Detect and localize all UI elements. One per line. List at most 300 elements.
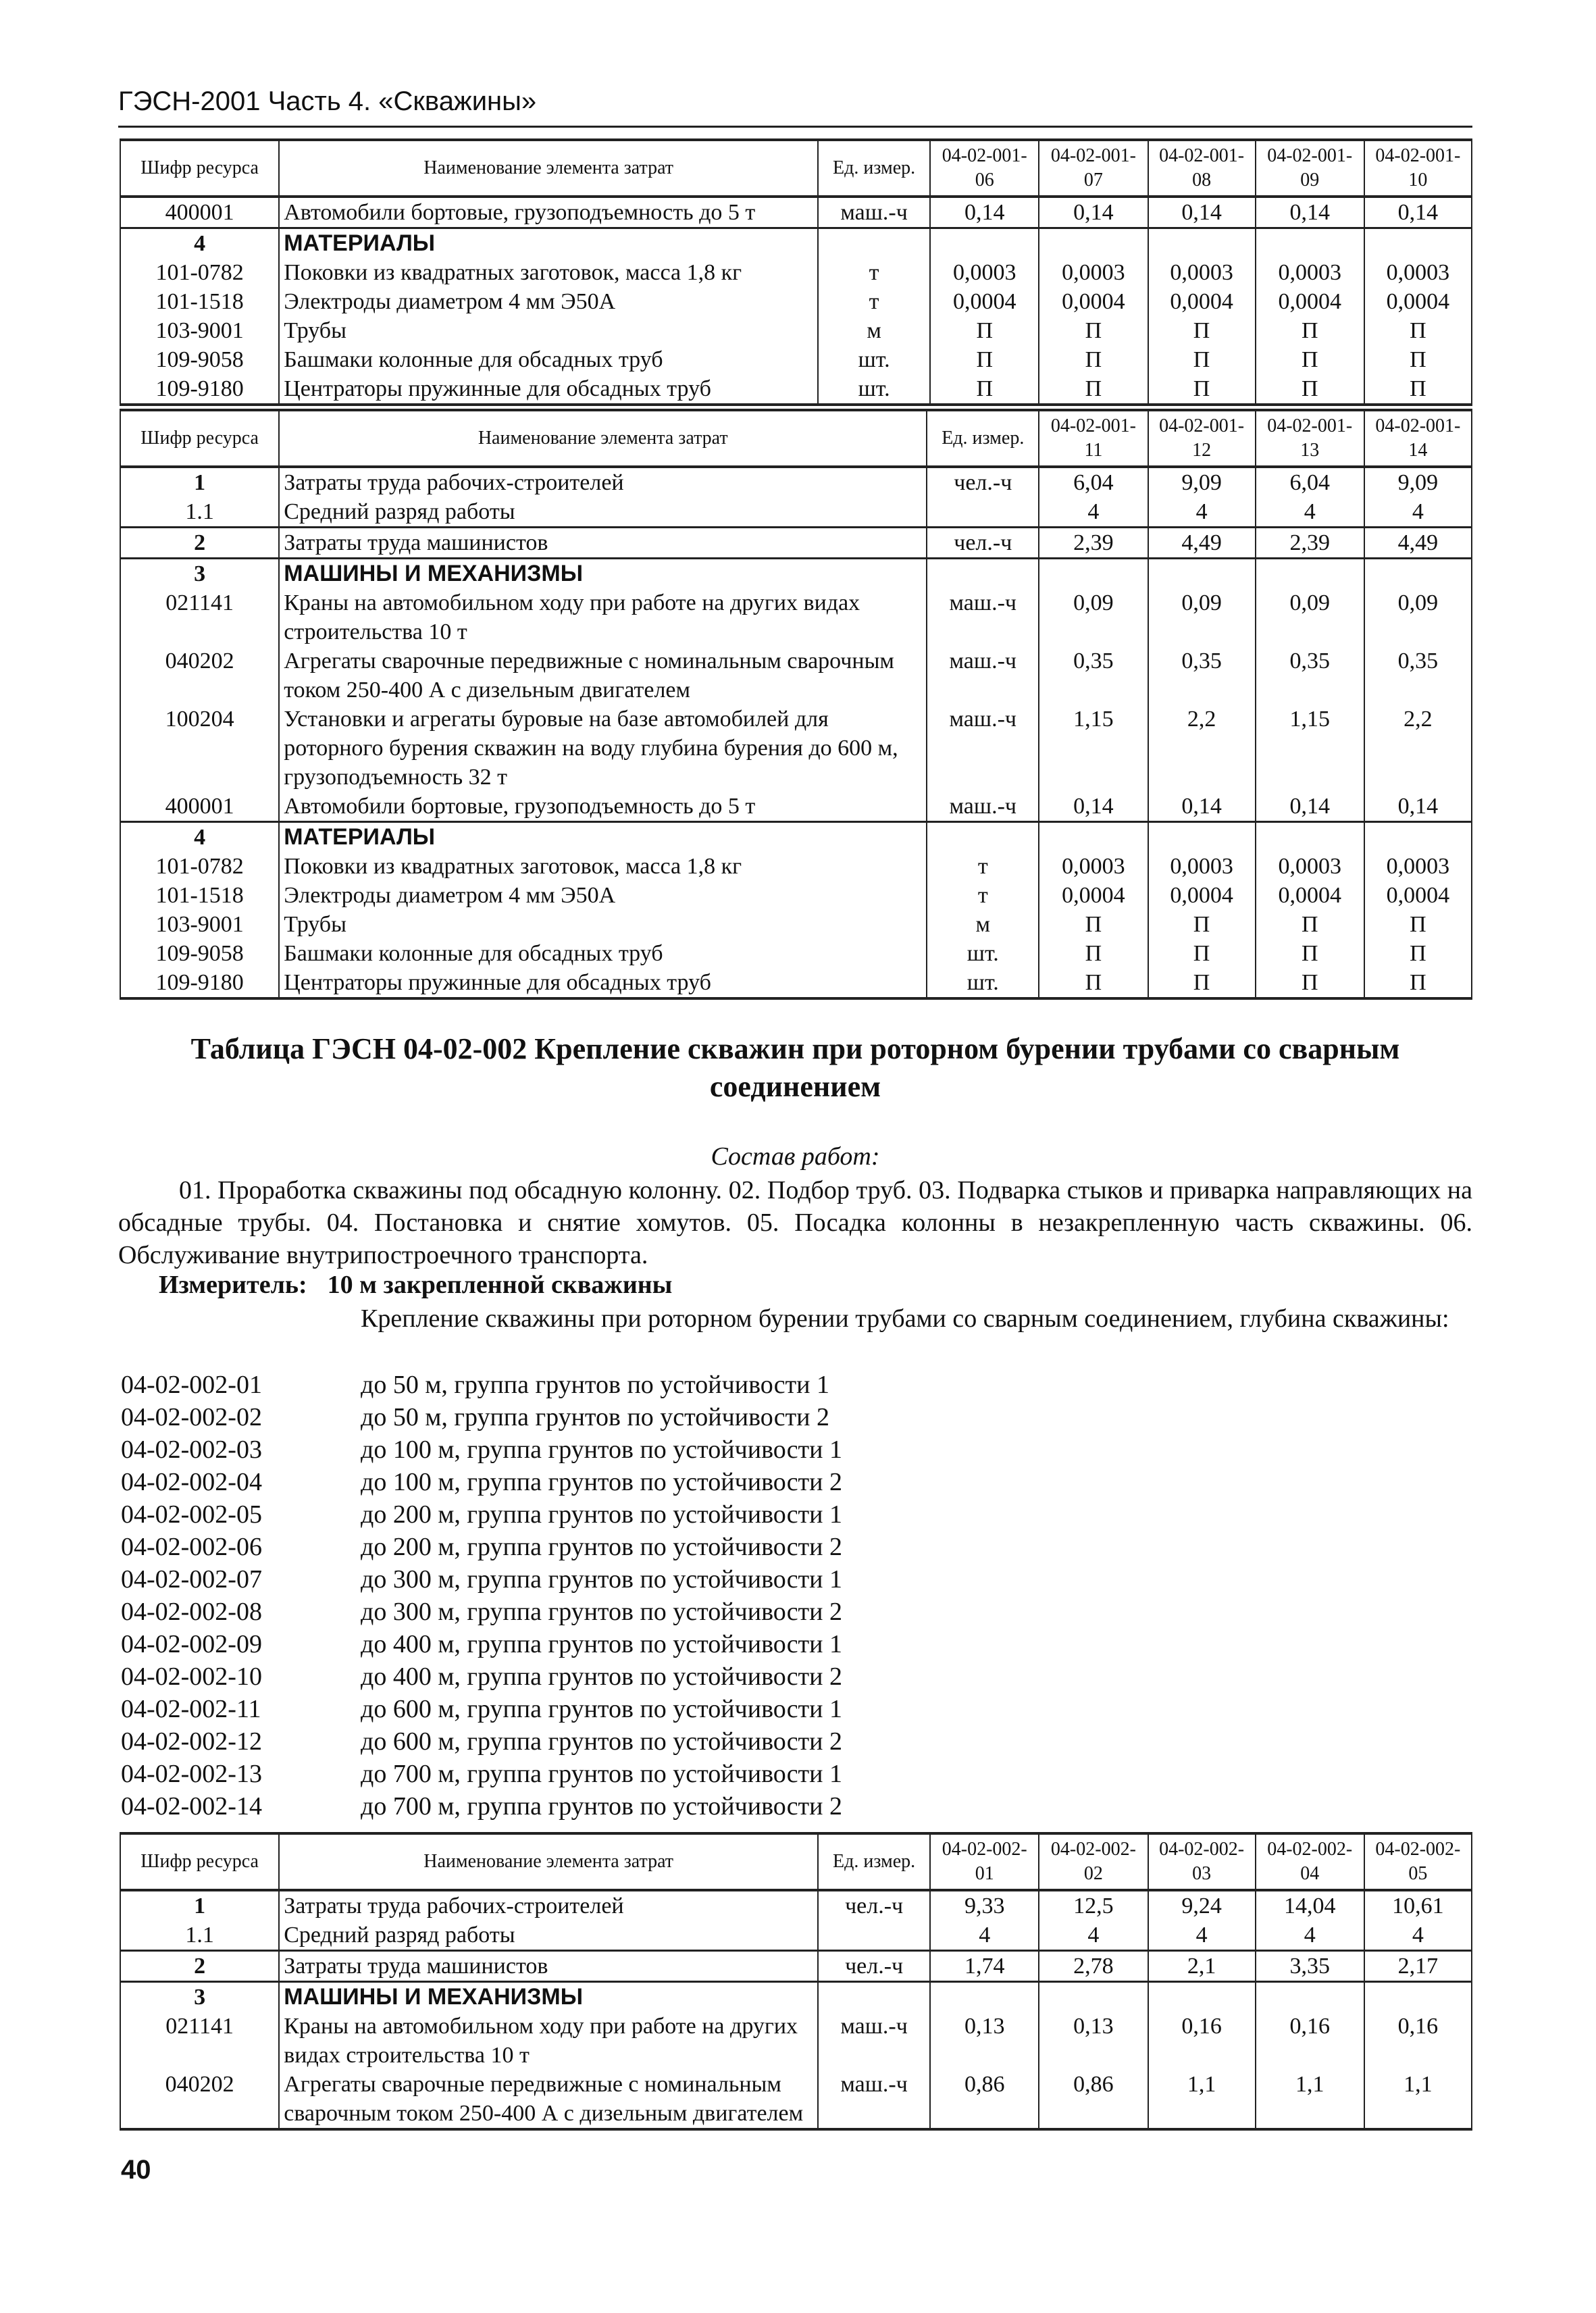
work-composition-heading: Состав работ: — [711, 1142, 880, 1171]
value-cell: 9,09 — [1364, 467, 1472, 497]
value-cell: 0,14 — [930, 197, 1039, 228]
variant-text: до 50 м, группа грунтов по устойчивости 2 — [361, 1403, 830, 1431]
value-cell: 0,0004 — [1039, 881, 1148, 910]
header-norm-code: 04-02-002-01 — [930, 1833, 1039, 1890]
value-cell: П — [930, 345, 1039, 374]
resource-code: 021141 — [120, 588, 279, 646]
variant-item — [121, 1693, 842, 1725]
section-title: МАТЕРИАЛЫ — [279, 822, 927, 853]
resource-name: Краны на автомобильном ходу при работе на других видах строительства 10 т — [279, 588, 927, 646]
resource-code: 2 — [120, 528, 279, 559]
variant-item — [121, 1790, 842, 1823]
unit-cell: маш.-ч — [927, 705, 1039, 792]
value-cell: П — [930, 316, 1039, 345]
variant-text: до 600 м, группа грунтов по устойчивости 1 — [361, 1695, 843, 1723]
resource-code: 2 — [120, 1951, 279, 1982]
header-row — [120, 140, 1472, 197]
value-cell — [930, 1982, 1039, 2012]
value-cell — [1364, 1982, 1472, 2012]
variant-text: до 400 м, группа грунтов по устойчивости 1 — [361, 1630, 843, 1658]
header-code: Шифр ресурса — [120, 140, 279, 197]
unit-cell: шт. — [927, 968, 1039, 998]
value-cell: 14,04 — [1256, 1890, 1364, 1921]
resource-name: Средний разряд работы — [279, 497, 927, 528]
value-cell: 1,15 — [1039, 705, 1148, 792]
header-norm-code: 04-02-001-10 — [1364, 140, 1472, 197]
header-norm-code: 04-02-001-09 — [1256, 140, 1364, 197]
unit-cell: т — [818, 287, 930, 316]
variant-code: 04-02-002-10 — [121, 1662, 262, 1691]
value-cell: 4 — [1256, 1921, 1364, 1951]
variant-item — [121, 1758, 842, 1790]
value-cell: 4 — [1148, 1921, 1256, 1951]
value-cell: 0,0004 — [1364, 881, 1472, 910]
resource-table-1 — [120, 138, 1472, 406]
value-cell: 4 — [1039, 497, 1148, 528]
value-cell: 0,09 — [1256, 588, 1364, 646]
variant-text: до 700 м, группа грунтов по устойчивости 2 — [361, 1792, 843, 1821]
value-cell: П — [1256, 316, 1364, 345]
table-row — [120, 2012, 1472, 2070]
resource-name: Башмаки колонные для обсадных труб — [279, 939, 927, 968]
value-cell: 0,0003 — [1039, 852, 1148, 881]
header-norm-code: 04-02-002-03 — [1148, 1833, 1256, 1890]
variant-item — [121, 1563, 842, 1596]
table-row — [120, 374, 1472, 405]
value-cell: 4 — [1256, 497, 1364, 528]
value-cell — [930, 228, 1039, 259]
unit-cell: шт. — [818, 345, 930, 374]
unit-cell: маш.-ч — [927, 588, 1039, 646]
table-row — [120, 968, 1472, 998]
variant-code: 04-02-002-04 — [121, 1468, 262, 1496]
unit-cell: чел.-ч — [927, 467, 1039, 497]
value-cell: 0,14 — [1039, 197, 1148, 228]
value-cell — [1364, 228, 1472, 259]
measure-label: Измеритель: — [159, 1271, 307, 1299]
variant-text: до 400 м, группа грунтов по устойчивости 2 — [361, 1662, 843, 1691]
variant-text: до 100 м, группа грунтов по устойчивости 1 — [361, 1435, 843, 1464]
value-cell: П — [1039, 316, 1148, 345]
measure-value: 10 м закрепленной скважины — [327, 1271, 673, 1299]
table-row — [120, 2070, 1472, 2129]
running-header: ГЭСН-2001 Часть 4. «Скважины» — [118, 86, 537, 116]
value-cell: 2,1 — [1148, 1951, 1256, 1982]
unit-cell — [927, 822, 1039, 853]
variant-item — [121, 1498, 842, 1531]
header-name: Наименование элемента затрат — [279, 1833, 818, 1890]
table-row — [120, 939, 1472, 968]
variant-code: 04-02-002-01 — [121, 1371, 262, 1399]
resource-code: 101-1518 — [120, 881, 279, 910]
table-row — [120, 646, 1472, 705]
value-cell: 0,13 — [1039, 2012, 1148, 2070]
value-cell: 0,09 — [1039, 588, 1148, 646]
value-cell: 0,0004 — [1148, 287, 1256, 316]
resource-code: 100204 — [120, 705, 279, 792]
value-cell: 0,09 — [1364, 588, 1472, 646]
unit-cell: чел.-ч — [927, 528, 1039, 559]
unit-cell: маш.-ч — [818, 2012, 930, 2070]
value-cell: П — [1148, 316, 1256, 345]
table-row — [120, 792, 1472, 822]
resource-name: Установки и агрегаты буровые на базе автомобилей для роторного бурения скважин на воду глубина бурения до 600 м, грузоподъемность 32 т — [279, 705, 927, 792]
value-cell: 6,04 — [1256, 467, 1364, 497]
value-cell: 0,0004 — [930, 287, 1039, 316]
value-cell: П — [1148, 910, 1256, 939]
value-cell: 0,16 — [1148, 2012, 1256, 2070]
variant-code: 04-02-002-13 — [121, 1760, 262, 1788]
value-cell: 4,49 — [1148, 528, 1256, 559]
unit-cell — [818, 228, 930, 259]
header-norm-code: 04-02-001-07 — [1039, 140, 1148, 197]
value-cell: П — [1039, 910, 1148, 939]
variant-item — [121, 1628, 842, 1660]
value-cell — [1039, 559, 1148, 589]
resource-table-3 — [120, 1832, 1472, 2131]
table-row — [120, 588, 1472, 646]
variant-code: 04-02-002-05 — [121, 1500, 262, 1529]
value-cell: 0,35 — [1256, 646, 1364, 705]
section-row — [120, 1982, 1472, 2012]
value-cell: 0,35 — [1039, 646, 1148, 705]
value-cell: 0,13 — [930, 2012, 1039, 2070]
value-cell: 1,1 — [1364, 2070, 1472, 2129]
value-cell: 0,16 — [1364, 2012, 1472, 2070]
header-name: Наименование элемента затрат — [279, 410, 927, 467]
resource-name: Краны на автомобильном ходу при работе на других видах строительства 10 т — [279, 2012, 818, 2070]
value-cell: 4 — [1364, 497, 1472, 528]
value-cell: 0,14 — [1256, 197, 1364, 228]
variant-text: до 300 м, группа грунтов по устойчивости 1 — [361, 1565, 843, 1594]
variant-code: 04-02-002-11 — [121, 1695, 261, 1723]
value-cell: 9,33 — [930, 1890, 1039, 1921]
value-cell: 0,14 — [1148, 792, 1256, 822]
table-row — [120, 1951, 1472, 1982]
resource-code: 1 — [120, 1890, 279, 1921]
value-cell — [1148, 228, 1256, 259]
value-cell: 9,24 — [1148, 1890, 1256, 1921]
value-cell: П — [1256, 374, 1364, 405]
variant-item — [121, 1433, 842, 1466]
resource-name: Трубы — [279, 316, 818, 345]
resource-name: Автомобили бортовые, грузоподъемность до 5 т — [279, 792, 927, 822]
variant-item — [121, 1725, 842, 1758]
value-cell: 4,49 — [1364, 528, 1472, 559]
unit-cell: маш.-ч — [927, 792, 1039, 822]
value-cell — [1256, 1982, 1364, 2012]
table-row — [120, 258, 1472, 287]
variant-code: 04-02-002-08 — [121, 1598, 262, 1626]
table-row — [120, 910, 1472, 939]
value-cell: П — [1039, 939, 1148, 968]
unit-cell: маш.-ч — [927, 646, 1039, 705]
resource-code: 400001 — [120, 197, 279, 228]
value-cell: 0,14 — [1364, 792, 1472, 822]
resource-code: 3 — [120, 1982, 279, 2012]
resource-code: 109-9180 — [120, 968, 279, 998]
variants-list — [121, 1369, 842, 1823]
resource-code: 103-9001 — [120, 910, 279, 939]
value-cell: П — [1364, 374, 1472, 405]
variant-code: 04-02-002-02 — [121, 1403, 262, 1431]
header-norm-code: 04-02-001-13 — [1256, 410, 1364, 467]
value-cell — [1148, 822, 1256, 853]
resource-name: Затраты труда машинистов — [279, 528, 927, 559]
table-row — [120, 1921, 1472, 1951]
header-divider — [118, 126, 1472, 128]
value-cell: 0,0003 — [1148, 258, 1256, 287]
unit-cell: чел.-ч — [818, 1951, 930, 1982]
unit-cell: шт. — [818, 374, 930, 405]
table-row — [120, 316, 1472, 345]
value-cell: 0,14 — [1364, 197, 1472, 228]
resource-name: Поковки из квадратных заготовок, масса 1,8 кг — [279, 852, 927, 881]
section-title: МАТЕРИАЛЫ — [279, 228, 818, 259]
section-row — [120, 822, 1472, 853]
measure-unit — [159, 1270, 692, 1300]
value-cell — [1256, 822, 1364, 853]
unit-cell — [818, 1982, 930, 2012]
work-composition-text: 01. Проработка скважины под обсадную колонну. 02. Подбор труб. 03. Подварка стыков и приварка направляющих на обсадные трубы. 04. Постановка и снятие хомутов. 05. Посадка колонны в незакрепленную часть скважины. 06. Обслуживание внутрипостроечного транспорта. — [118, 1176, 1472, 1269]
value-cell: 2,78 — [1039, 1951, 1148, 1982]
resource-name: Электроды диаметром 4 мм Э50А — [279, 881, 927, 910]
variant-text: до 700 м, группа грунтов по устойчивости 1 — [361, 1760, 843, 1788]
value-cell: 1,1 — [1256, 2070, 1364, 2129]
value-cell — [1039, 822, 1148, 853]
value-cell: 2,2 — [1364, 705, 1472, 792]
value-cell: П — [1364, 968, 1472, 998]
unit-cell: маш.-ч — [818, 2070, 930, 2129]
value-cell: П — [1148, 345, 1256, 374]
resource-code: 101-0782 — [120, 852, 279, 881]
value-cell: П — [1364, 939, 1472, 968]
page-number: 40 — [121, 2155, 151, 2185]
value-cell: П — [1039, 374, 1148, 405]
value-cell — [1256, 559, 1364, 589]
resource-name: Затраты труда рабочих-строителей — [279, 1890, 818, 1921]
variant-text: до 100 м, группа грунтов по устойчивости 2 — [361, 1468, 843, 1496]
value-cell: 4 — [1148, 497, 1256, 528]
resource-code: 3 — [120, 559, 279, 589]
unit-cell: м — [927, 910, 1039, 939]
variant-code: 04-02-002-09 — [121, 1630, 262, 1658]
header-code: Шифр ресурса — [120, 1833, 279, 1890]
value-cell — [1256, 228, 1364, 259]
resource-code: 1.1 — [120, 497, 279, 528]
table-row — [120, 528, 1472, 559]
header-unit: Ед. измер. — [818, 1833, 930, 1890]
header-norm-code: 04-02-001-08 — [1148, 140, 1256, 197]
unit-cell — [927, 559, 1039, 589]
value-cell: П — [1364, 345, 1472, 374]
resource-code: 103-9001 — [120, 316, 279, 345]
header-row — [120, 410, 1472, 467]
table-row — [120, 1890, 1472, 1921]
header-name: Наименование элемента затрат — [279, 140, 818, 197]
value-cell: П — [1256, 939, 1364, 968]
value-cell: П — [1364, 316, 1472, 345]
value-cell: 0,86 — [1039, 2070, 1148, 2129]
resource-code: 040202 — [120, 646, 279, 705]
value-cell: 0,16 — [1256, 2012, 1364, 2070]
resource-name: Центраторы пружинные для обсадных труб — [279, 968, 927, 998]
value-cell: 0,0004 — [1256, 881, 1364, 910]
header-row — [120, 1833, 1472, 1890]
header-norm-code: 04-02-001-11 — [1039, 410, 1148, 467]
value-cell: 2,2 — [1148, 705, 1256, 792]
resource-name: Средний разряд работы — [279, 1921, 818, 1951]
variant-code: 04-02-002-06 — [121, 1533, 262, 1561]
resource-code: 1 — [120, 467, 279, 497]
section-title: МАШИНЫ И МЕХАНИЗМЫ — [279, 1982, 818, 2012]
value-cell: 0,35 — [1148, 646, 1256, 705]
table-row — [120, 287, 1472, 316]
variant-text: до 300 м, группа грунтов по устойчивости 2 — [361, 1598, 843, 1626]
resource-code: 040202 — [120, 2070, 279, 2129]
variant-text: до 50 м, группа грунтов по устойчивости 1 — [361, 1371, 830, 1399]
resource-code: 101-1518 — [120, 287, 279, 316]
resource-name: Башмаки колонные для обсадных труб — [279, 345, 818, 374]
value-cell: 0,14 — [1039, 792, 1148, 822]
resource-code: 101-0782 — [120, 258, 279, 287]
table-row — [120, 467, 1472, 497]
table-row — [120, 881, 1472, 910]
resource-code: 1.1 — [120, 1921, 279, 1951]
resource-name: Агрегаты сварочные передвижные с номинальным сварочным током 250-400 А с дизельным двигателем — [279, 646, 927, 705]
value-cell: 3,35 — [1256, 1951, 1364, 1982]
value-cell — [1148, 559, 1256, 589]
value-cell: 0,14 — [1148, 197, 1256, 228]
resource-name: Автомобили бортовые, грузоподъемность до 5 т — [279, 197, 818, 228]
resource-name: Агрегаты сварочные передвижные с номинальным сварочным током 250-400 А с дизельным двигателем — [279, 2070, 818, 2129]
unit-cell — [818, 1921, 930, 1951]
unit-cell: чел.-ч — [818, 1890, 930, 1921]
value-cell: 9,09 — [1148, 467, 1256, 497]
value-cell: 0,86 — [930, 2070, 1039, 2129]
value-cell: П — [1148, 939, 1256, 968]
resource-name: Затраты труда рабочих-строителей — [279, 467, 927, 497]
value-cell: 1,15 — [1256, 705, 1364, 792]
header-unit: Ед. измер. — [818, 140, 930, 197]
value-cell: П — [1256, 345, 1364, 374]
header-norm-code: 04-02-001-12 — [1148, 410, 1256, 467]
value-cell — [1364, 559, 1472, 589]
value-cell: П — [1256, 968, 1364, 998]
value-cell: 6,04 — [1039, 467, 1148, 497]
value-cell — [1039, 228, 1148, 259]
variant-text: до 200 м, группа грунтов по устойчивости 2 — [361, 1533, 843, 1561]
value-cell: 10,61 — [1364, 1890, 1472, 1921]
header-norm-code: 04-02-002-04 — [1256, 1833, 1364, 1890]
unit-cell: шт. — [927, 939, 1039, 968]
resource-name: Центраторы пружинные для обсадных труб — [279, 374, 818, 405]
value-cell — [1364, 822, 1472, 853]
table-row — [120, 705, 1472, 792]
variant-code: 04-02-002-12 — [121, 1727, 262, 1756]
variant-item — [121, 1466, 842, 1498]
header-unit: Ед. измер. — [927, 410, 1039, 467]
resource-code: 400001 — [120, 792, 279, 822]
header-norm-code: 04-02-002-05 — [1364, 1833, 1472, 1890]
variants-intro: Крепление скважины при роторном бурении трубами со сварным соединением, глубина скважины: — [361, 1304, 1449, 1333]
value-cell: 4 — [930, 1921, 1039, 1951]
value-cell: П — [930, 374, 1039, 405]
unit-cell: м — [818, 316, 930, 345]
header-norm-code: 04-02-001-14 — [1364, 410, 1472, 467]
value-cell — [1148, 1982, 1256, 2012]
value-cell: 0,0003 — [1364, 258, 1472, 287]
section-title: МАШИНЫ И МЕХАНИЗМЫ — [279, 559, 927, 589]
value-cell: 0,0003 — [1256, 852, 1364, 881]
unit-cell — [927, 497, 1039, 528]
variant-code: 04-02-002-14 — [121, 1792, 262, 1821]
table-row — [120, 197, 1472, 228]
value-cell: П — [1256, 910, 1364, 939]
variant-item — [121, 1401, 842, 1433]
resource-table-2 — [120, 409, 1472, 1000]
table-title: Таблица ГЭСН 04-02-002 Крепление скважин при роторном бурении трубами со сварным соединением — [190, 1032, 1400, 1103]
resource-code: 109-9058 — [120, 939, 279, 968]
header-code: Шифр ресурса — [120, 410, 279, 467]
value-cell: 1,74 — [930, 1951, 1039, 1982]
unit-cell: т — [818, 258, 930, 287]
resource-name: Поковки из квадратных заготовок, масса 1,8 кг — [279, 258, 818, 287]
value-cell: П — [1148, 968, 1256, 998]
variant-text: до 600 м, группа грунтов по устойчивости 2 — [361, 1727, 843, 1756]
value-cell: 4 — [1364, 1921, 1472, 1951]
value-cell: 12,5 — [1039, 1890, 1148, 1921]
resource-name: Трубы — [279, 910, 927, 939]
resource-code: 4 — [120, 228, 279, 259]
value-cell: П — [1364, 910, 1472, 939]
value-cell: 0,0003 — [1039, 258, 1148, 287]
value-cell: 0,0003 — [1148, 852, 1256, 881]
variant-item — [121, 1596, 842, 1628]
value-cell: 0,14 — [1256, 792, 1364, 822]
value-cell: 2,39 — [1256, 528, 1364, 559]
resource-code: 109-9058 — [120, 345, 279, 374]
variant-item — [121, 1660, 842, 1693]
resource-code: 4 — [120, 822, 279, 853]
resource-name: Затраты труда машинистов — [279, 1951, 818, 1982]
value-cell: 2,39 — [1039, 528, 1148, 559]
section-row — [120, 559, 1472, 589]
value-cell: 0,0004 — [1039, 287, 1148, 316]
variant-text: до 200 м, группа грунтов по устойчивости 1 — [361, 1500, 843, 1529]
header-norm-code: 04-02-001-06 — [930, 140, 1039, 197]
value-cell — [1039, 1982, 1148, 2012]
variant-item — [121, 1369, 842, 1401]
value-cell: 0,0003 — [1256, 258, 1364, 287]
value-cell: 1,1 — [1148, 2070, 1256, 2129]
table-row — [120, 345, 1472, 374]
value-cell: 0,09 — [1148, 588, 1256, 646]
table-row — [120, 852, 1472, 881]
value-cell: 4 — [1039, 1921, 1148, 1951]
value-cell: П — [1039, 345, 1148, 374]
variant-code: 04-02-002-07 — [121, 1565, 262, 1594]
unit-cell: т — [927, 852, 1039, 881]
resource-name: Электроды диаметром 4 мм Э50А — [279, 287, 818, 316]
variant-code: 04-02-002-03 — [121, 1435, 262, 1464]
value-cell: 0,0003 — [1364, 852, 1472, 881]
header-norm-code: 04-02-002-02 — [1039, 1833, 1148, 1890]
value-cell: 0,0004 — [1364, 287, 1472, 316]
value-cell: 0,35 — [1364, 646, 1472, 705]
value-cell: 2,17 — [1364, 1951, 1472, 1982]
table-row — [120, 497, 1472, 528]
